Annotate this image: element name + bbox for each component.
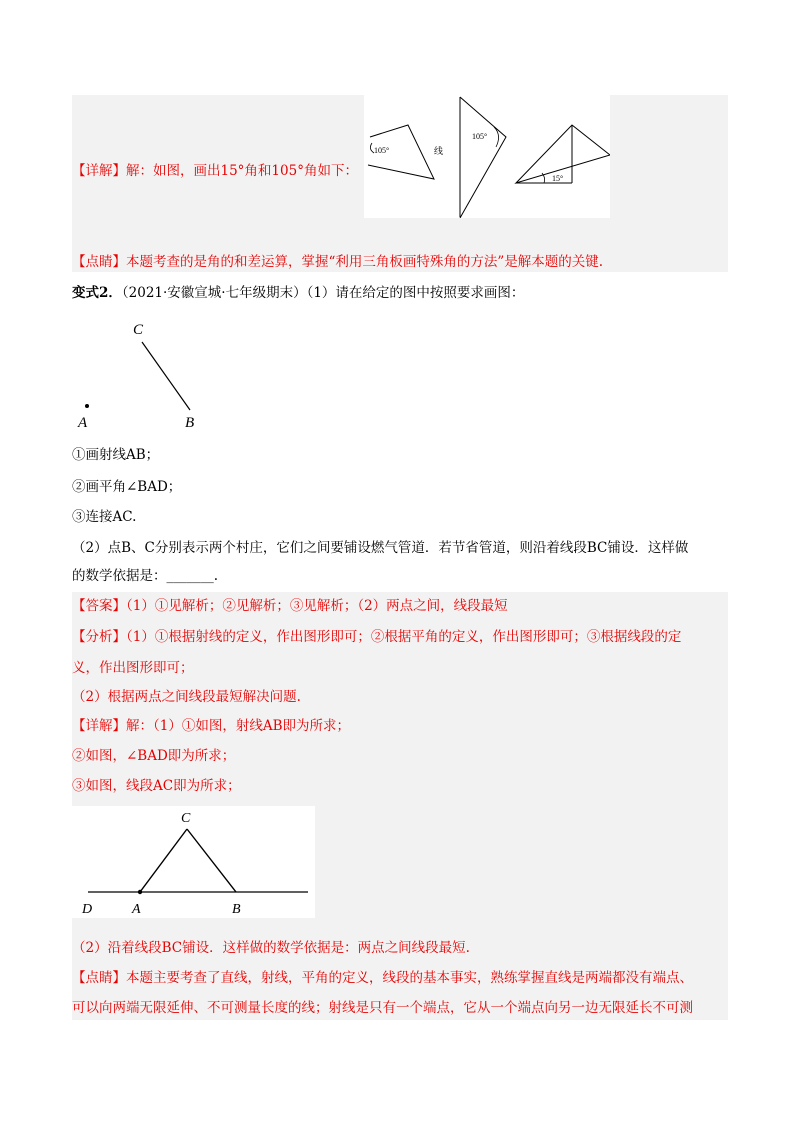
figure-mid-label: 线 [434,146,444,156]
problem-heading: 变式2． [72,285,122,301]
analysis-tag: 【分析】 [72,629,126,645]
analysis-line-1 [72,627,681,647]
note-text-1: 本题主要考查了直线，射线，平角的定义，线段的基本事实，熟练掌握直线是两端都没有端点、 [126,970,693,986]
detail-tag-2: 【详解】 [72,718,126,734]
angle-label-15: 15° [552,174,564,183]
analysis-line-3: （2）根据两点之间线段最短解决问题. [72,689,301,705]
answer-tag: 【答案】 [72,598,126,614]
detail-line-1 [72,716,350,736]
part2-line-1: （2）点B、C分别表示两个村庄，它们之间要铺设燃气管道．若节省管道，则沿着线段BC铺设．这样做 [72,540,689,556]
answer-label-d: D [82,902,93,917]
problem-figure [72,315,212,435]
detail-line-2: ②如图，∠BAD即为所求； [72,748,236,764]
step-3: ③连接AC. [72,509,137,525]
analysis-text-1: （1）①根据射线的定义，作出图形即可；②根据平角的定义，作出图形即可；③根据线段的定 [126,629,682,645]
answer-label-a: A [132,902,141,917]
detail-text: 解：如图，画出15°角和105°角如下： [126,163,358,179]
detail-tag: 【详解】 [72,163,126,179]
note-tag: 【点睛】 [72,254,126,270]
note-line-2: 可以向两端无限延伸、不可测量长度的线；射线是只有一个端点，它从一个端点向另一边无限延长不可测 [72,1000,693,1016]
answer-figure [72,806,315,918]
detail-line-top [72,161,358,181]
point-label-b: B [185,415,195,431]
angle-label-105-left: 105° [374,146,390,155]
problem-source: （2021·安徽宣城·七年级期末）（1）请在给定的图中按照要求画图： [121,285,525,301]
detail-line-4: （2）沿着线段BC铺设．这样做的数学依据是：两点之间线段最短. [72,940,470,956]
answer-label-b: B [232,902,241,917]
analysis-line-2: 义，作出图形即可； [72,660,194,676]
angle-label-105-mid: 105° [472,132,488,141]
step-1: ①画射线AB； [72,447,160,463]
answer-line [72,596,508,616]
part2-line-2: 的数学依据是：_______. [72,568,219,584]
answer-label-c: C [181,811,191,826]
point-label-c: C [133,322,144,338]
step-2: ②画平角∠BAD； [72,479,182,495]
note-line-1 [72,968,693,988]
triangle-ruler-figure [364,95,610,218]
detail-line-3: ③如图，线段AC即为所求； [72,778,241,794]
note-text: 本题考查的是角的和差运算，掌握“利用三角板画特殊角的方法”是解本题的关键. [126,254,604,270]
detail-text-1: 解：（1）①如图，射线AB即为所求； [126,718,351,734]
point-label-a: A [78,415,88,431]
problem-heading-line [72,283,524,303]
note-line-top [72,252,603,272]
note-tag-2: 【点睛】 [72,970,126,986]
answer-text: （1）①见解析；②见解析；③见解析；（2）两点之间，线段最短 [126,598,508,614]
